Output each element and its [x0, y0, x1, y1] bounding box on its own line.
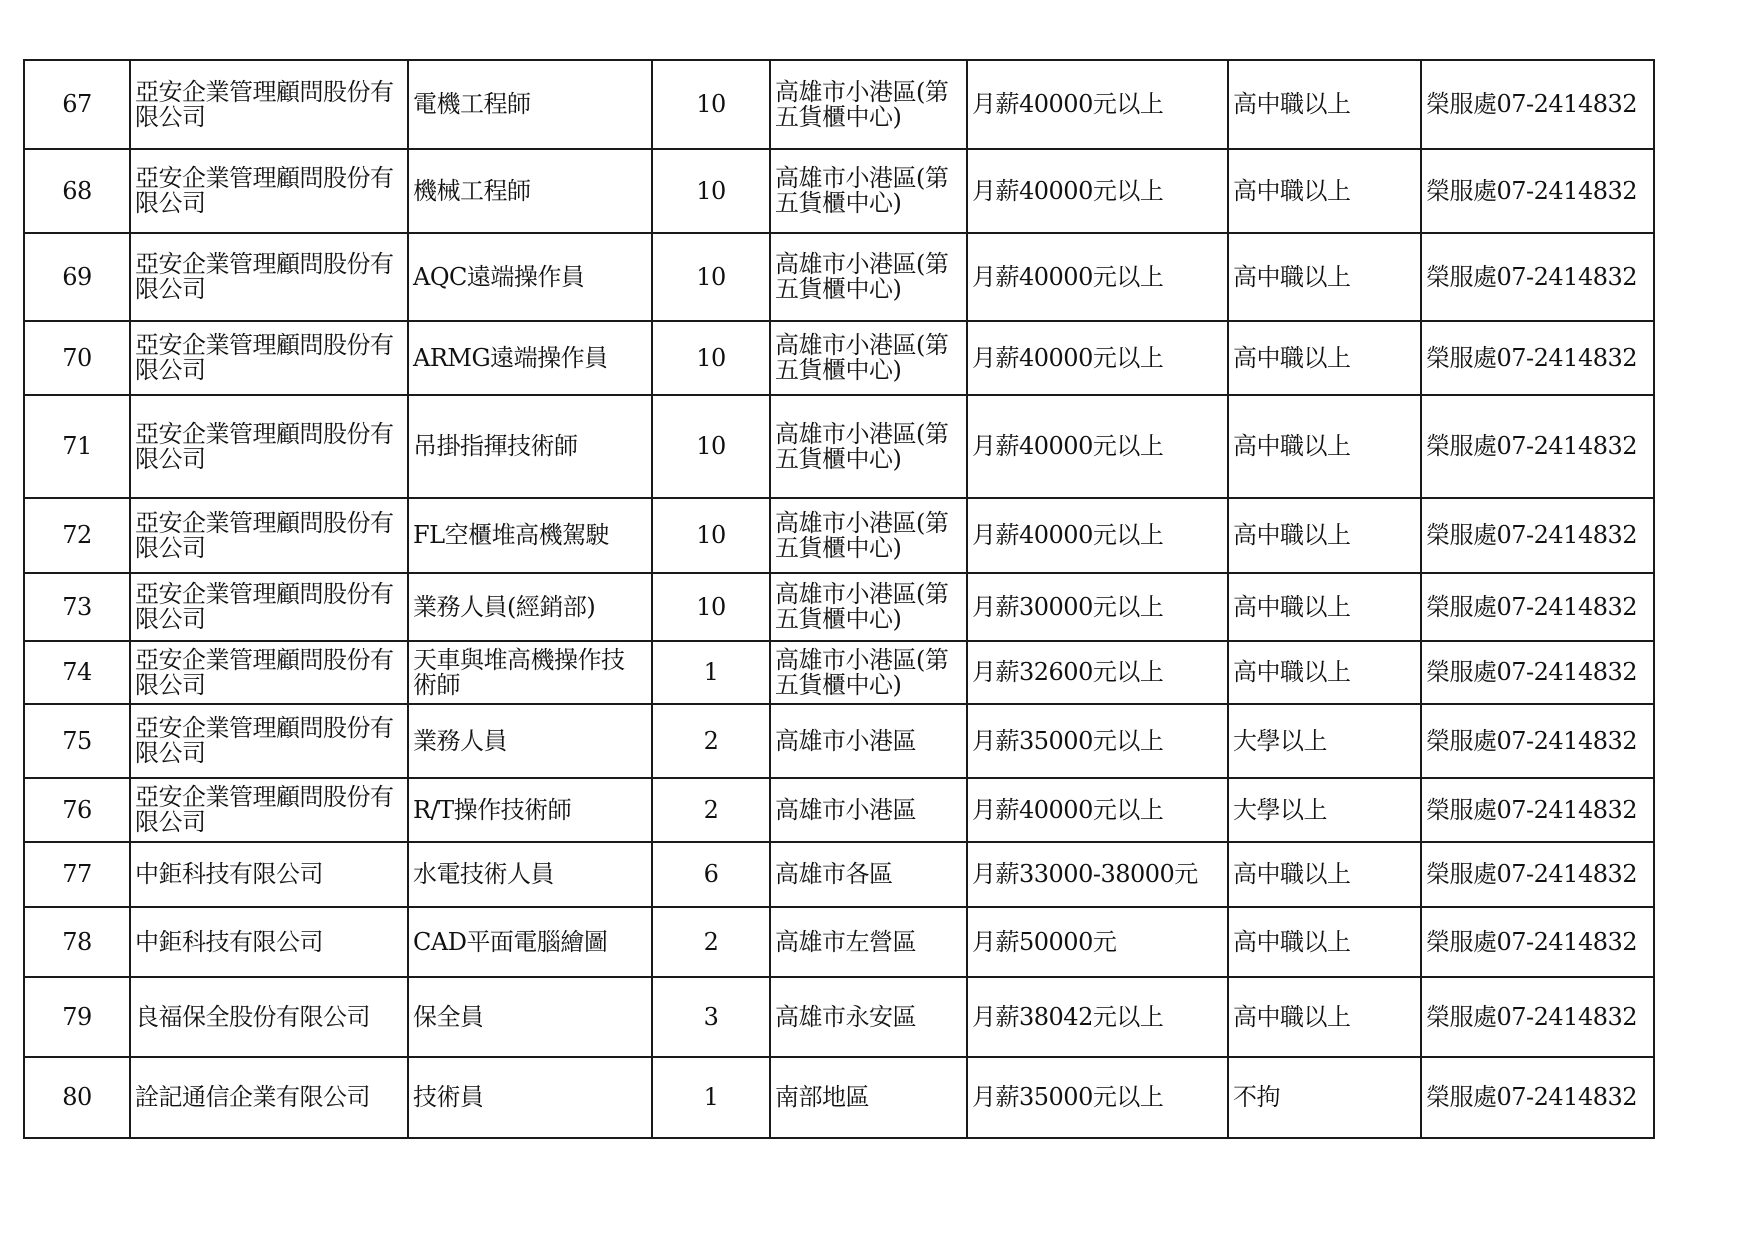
education-requirement: 大學以上 — [1228, 778, 1421, 842]
table-row — [24, 842, 1654, 907]
contact: 榮服處07-2414832 — [1421, 704, 1654, 778]
job-title: 機械工程師 — [408, 149, 652, 233]
job-title: 業務人員(經銷部) — [408, 573, 652, 641]
salary: 月薪38042元以上 — [967, 977, 1228, 1057]
education-requirement: 高中職以上 — [1228, 321, 1421, 395]
job-title: R/T操作技術師 — [408, 778, 652, 842]
job-title: 業務人員 — [408, 704, 652, 778]
row-number: 80 — [24, 1057, 130, 1138]
work-location: 高雄市小港區 — [770, 704, 967, 778]
work-location: 高雄市小港區(第五貨櫃中心) — [770, 233, 967, 321]
contact: 榮服處07-2414832 — [1421, 907, 1654, 977]
job-title: AQC遠端操作員 — [408, 233, 652, 321]
row-number: 72 — [24, 498, 130, 573]
row-number: 75 — [24, 704, 130, 778]
salary: 月薪40000元以上 — [967, 60, 1228, 149]
headcount: 2 — [652, 907, 770, 977]
salary: 月薪33000-38000元 — [967, 842, 1228, 907]
headcount: 10 — [652, 395, 770, 498]
contact: 榮服處07-2414832 — [1421, 395, 1654, 498]
headcount: 2 — [652, 778, 770, 842]
contact: 榮服處07-2414832 — [1421, 60, 1654, 149]
table-row — [24, 907, 1654, 977]
work-location: 高雄市永安區 — [770, 977, 967, 1057]
row-number: 68 — [24, 149, 130, 233]
education-requirement: 高中職以上 — [1228, 977, 1421, 1057]
education-requirement: 高中職以上 — [1228, 842, 1421, 907]
headcount: 10 — [652, 149, 770, 233]
headcount: 10 — [652, 498, 770, 573]
row-number: 69 — [24, 233, 130, 321]
headcount: 3 — [652, 977, 770, 1057]
contact: 榮服處07-2414832 — [1421, 778, 1654, 842]
table-row — [24, 149, 1654, 233]
contact: 榮服處07-2414832 — [1421, 149, 1654, 233]
work-location: 高雄市小港區(第五貨櫃中心) — [770, 321, 967, 395]
table-row — [24, 321, 1654, 395]
job-title: 電機工程師 — [408, 60, 652, 149]
education-requirement: 高中職以上 — [1228, 498, 1421, 573]
job-title: 保全員 — [408, 977, 652, 1057]
table-row — [24, 641, 1654, 704]
education-requirement: 高中職以上 — [1228, 641, 1421, 704]
row-number: 77 — [24, 842, 130, 907]
company-name: 詮記通信企業有限公司 — [130, 1057, 408, 1138]
work-location: 高雄市小港區(第五貨櫃中心) — [770, 641, 967, 704]
table-row — [24, 395, 1654, 498]
contact: 榮服處07-2414832 — [1421, 321, 1654, 395]
row-number: 78 — [24, 907, 130, 977]
contact: 榮服處07-2414832 — [1421, 1057, 1654, 1138]
company-name: 亞安企業管理顧問股份有限公司 — [130, 149, 408, 233]
company-name: 亞安企業管理顧問股份有限公司 — [130, 395, 408, 498]
contact: 榮服處07-2414832 — [1421, 641, 1654, 704]
row-number: 76 — [24, 778, 130, 842]
company-name: 亞安企業管理顧問股份有限公司 — [130, 321, 408, 395]
education-requirement: 不拘 — [1228, 1057, 1421, 1138]
headcount: 10 — [652, 60, 770, 149]
job-listing-table — [23, 59, 1655, 1139]
company-name: 亞安企業管理顧問股份有限公司 — [130, 60, 408, 149]
salary: 月薪40000元以上 — [967, 149, 1228, 233]
work-location: 高雄市左營區 — [770, 907, 967, 977]
work-location: 高雄市小港區(第五貨櫃中心) — [770, 498, 967, 573]
contact: 榮服處07-2414832 — [1421, 977, 1654, 1057]
job-title: 吊掛指揮技術師 — [408, 395, 652, 498]
headcount: 10 — [652, 573, 770, 641]
salary: 月薪32600元以上 — [967, 641, 1228, 704]
table-row — [24, 573, 1654, 641]
row-number: 73 — [24, 573, 130, 641]
headcount: 2 — [652, 704, 770, 778]
headcount: 1 — [652, 1057, 770, 1138]
work-location: 高雄市各區 — [770, 842, 967, 907]
row-number: 67 — [24, 60, 130, 149]
job-title: 水電技術人員 — [408, 842, 652, 907]
row-number: 79 — [24, 977, 130, 1057]
contact: 榮服處07-2414832 — [1421, 498, 1654, 573]
job-title: 天車與堆高機操作技術師 — [408, 641, 652, 704]
company-name: 中鉅科技有限公司 — [130, 907, 408, 977]
education-requirement: 高中職以上 — [1228, 395, 1421, 498]
education-requirement: 高中職以上 — [1228, 573, 1421, 641]
row-number: 70 — [24, 321, 130, 395]
contact: 榮服處07-2414832 — [1421, 573, 1654, 641]
salary: 月薪40000元以上 — [967, 498, 1228, 573]
company-name: 亞安企業管理顧問股份有限公司 — [130, 641, 408, 704]
job-title: ARMG遠端操作員 — [408, 321, 652, 395]
table-row — [24, 233, 1654, 321]
education-requirement: 高中職以上 — [1228, 149, 1421, 233]
salary: 月薪30000元以上 — [967, 573, 1228, 641]
education-requirement: 高中職以上 — [1228, 60, 1421, 149]
row-number: 74 — [24, 641, 130, 704]
table-row — [24, 60, 1654, 149]
salary: 月薪40000元以上 — [967, 778, 1228, 842]
salary: 月薪40000元以上 — [967, 321, 1228, 395]
company-name: 亞安企業管理顧問股份有限公司 — [130, 573, 408, 641]
work-location: 高雄市小港區(第五貨櫃中心) — [770, 573, 967, 641]
company-name: 亞安企業管理顧問股份有限公司 — [130, 498, 408, 573]
headcount: 1 — [652, 641, 770, 704]
table-row — [24, 704, 1654, 778]
salary: 月薪35000元以上 — [967, 704, 1228, 778]
work-location: 高雄市小港區(第五貨櫃中心) — [770, 395, 967, 498]
company-name: 良福保全股份有限公司 — [130, 977, 408, 1057]
job-title: FL空櫃堆高機駕駛 — [408, 498, 652, 573]
contact: 榮服處07-2414832 — [1421, 233, 1654, 321]
headcount: 10 — [652, 321, 770, 395]
work-location: 高雄市小港區(第五貨櫃中心) — [770, 60, 967, 149]
work-location: 高雄市小港區 — [770, 778, 967, 842]
table-row — [24, 778, 1654, 842]
job-title: 技術員 — [408, 1057, 652, 1138]
salary: 月薪50000元 — [967, 907, 1228, 977]
job-title: CAD平面電腦繪圖 — [408, 907, 652, 977]
work-location: 南部地區 — [770, 1057, 967, 1138]
company-name: 亞安企業管理顧問股份有限公司 — [130, 778, 408, 842]
salary: 月薪35000元以上 — [967, 1057, 1228, 1138]
row-number: 71 — [24, 395, 130, 498]
headcount: 6 — [652, 842, 770, 907]
education-requirement: 高中職以上 — [1228, 907, 1421, 977]
company-name: 亞安企業管理顧問股份有限公司 — [130, 704, 408, 778]
table-row — [24, 977, 1654, 1057]
education-requirement: 高中職以上 — [1228, 233, 1421, 321]
work-location: 高雄市小港區(第五貨櫃中心) — [770, 149, 967, 233]
job-rows — [24, 60, 1654, 1138]
education-requirement: 大學以上 — [1228, 704, 1421, 778]
company-name: 亞安企業管理顧問股份有限公司 — [130, 233, 408, 321]
contact: 榮服處07-2414832 — [1421, 842, 1654, 907]
table-row — [24, 498, 1654, 573]
salary: 月薪40000元以上 — [967, 395, 1228, 498]
table-row — [24, 1057, 1654, 1138]
salary: 月薪40000元以上 — [967, 233, 1228, 321]
headcount: 10 — [652, 233, 770, 321]
company-name: 中鉅科技有限公司 — [130, 842, 408, 907]
